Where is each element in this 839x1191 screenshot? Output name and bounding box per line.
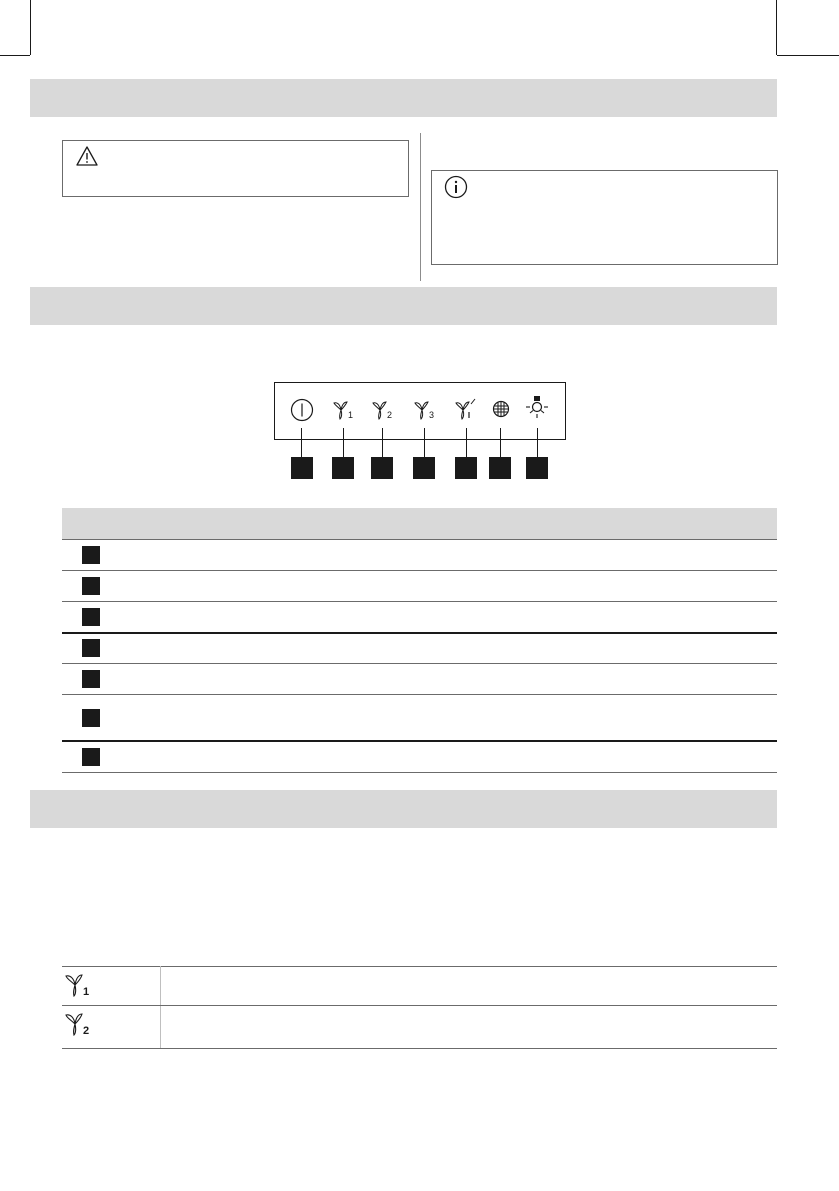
svg-text:1: 1 xyxy=(83,986,90,997)
table-rule xyxy=(62,539,777,540)
connector-line xyxy=(382,428,383,458)
fan-speed-3-icon[interactable] xyxy=(414,400,436,420)
panel-label-marker xyxy=(526,457,548,479)
connector-line xyxy=(500,428,501,458)
legend-row-marker xyxy=(82,670,100,688)
connector-line xyxy=(343,428,344,458)
crop-mark-left-h xyxy=(0,55,30,56)
legend-row-marker xyxy=(82,577,100,595)
svg-text:2: 2 xyxy=(83,1025,90,1036)
fan-speed-2-icon xyxy=(65,1012,93,1036)
table-rule xyxy=(62,663,777,664)
table-rule xyxy=(62,966,777,967)
table-rule xyxy=(62,1005,777,1006)
table-rule xyxy=(62,740,777,742)
panel-label-marker xyxy=(332,457,354,479)
section-heading-3 xyxy=(30,790,777,828)
connector-line xyxy=(466,428,467,458)
section-heading-1 xyxy=(30,79,777,117)
connector-line xyxy=(424,428,425,458)
panel-label-marker xyxy=(455,457,477,479)
fan-speed-1-icon xyxy=(65,973,93,997)
svg-text:1: 1 xyxy=(348,410,354,420)
control-panel-diagram xyxy=(274,382,566,440)
power-icon[interactable] xyxy=(290,398,314,422)
speed-table-column-divider xyxy=(160,966,161,1048)
panel-label-marker xyxy=(291,457,313,479)
info-box xyxy=(431,170,778,265)
fan-speed-2-icon[interactable] xyxy=(372,400,394,420)
filter-grid-icon[interactable] xyxy=(492,400,510,418)
panel-label-marker xyxy=(413,457,435,479)
table-rule xyxy=(62,570,777,571)
svg-text:3: 3 xyxy=(429,410,435,420)
fan-intensive-icon[interactable] xyxy=(455,398,477,420)
info-icon xyxy=(444,175,468,199)
table-rule xyxy=(62,1048,777,1049)
panel-label-marker xyxy=(489,457,511,479)
crop-mark-right-v xyxy=(776,0,777,55)
light-icon[interactable] xyxy=(525,395,549,421)
panel-label-marker xyxy=(371,457,393,479)
crop-mark-left-v xyxy=(30,0,31,55)
section-heading-2 xyxy=(30,287,777,325)
legend-table-header xyxy=(62,508,777,539)
svg-text:2: 2 xyxy=(387,410,393,420)
table-rule xyxy=(62,694,777,695)
crop-mark-right-h xyxy=(777,55,839,56)
legend-row-marker xyxy=(82,608,100,626)
legend-row-marker xyxy=(82,639,100,657)
table-rule xyxy=(62,772,777,773)
legend-row-marker xyxy=(82,748,100,766)
warning-triangle-icon xyxy=(76,146,98,166)
legend-row-marker xyxy=(82,709,100,727)
warning-box xyxy=(62,140,409,197)
column-divider xyxy=(420,133,421,281)
table-rule xyxy=(62,601,777,602)
connector-line xyxy=(301,428,302,458)
table-rule xyxy=(62,632,777,634)
connector-line xyxy=(537,428,538,458)
legend-row-marker xyxy=(82,546,100,564)
fan-speed-1-icon[interactable] xyxy=(333,400,355,420)
